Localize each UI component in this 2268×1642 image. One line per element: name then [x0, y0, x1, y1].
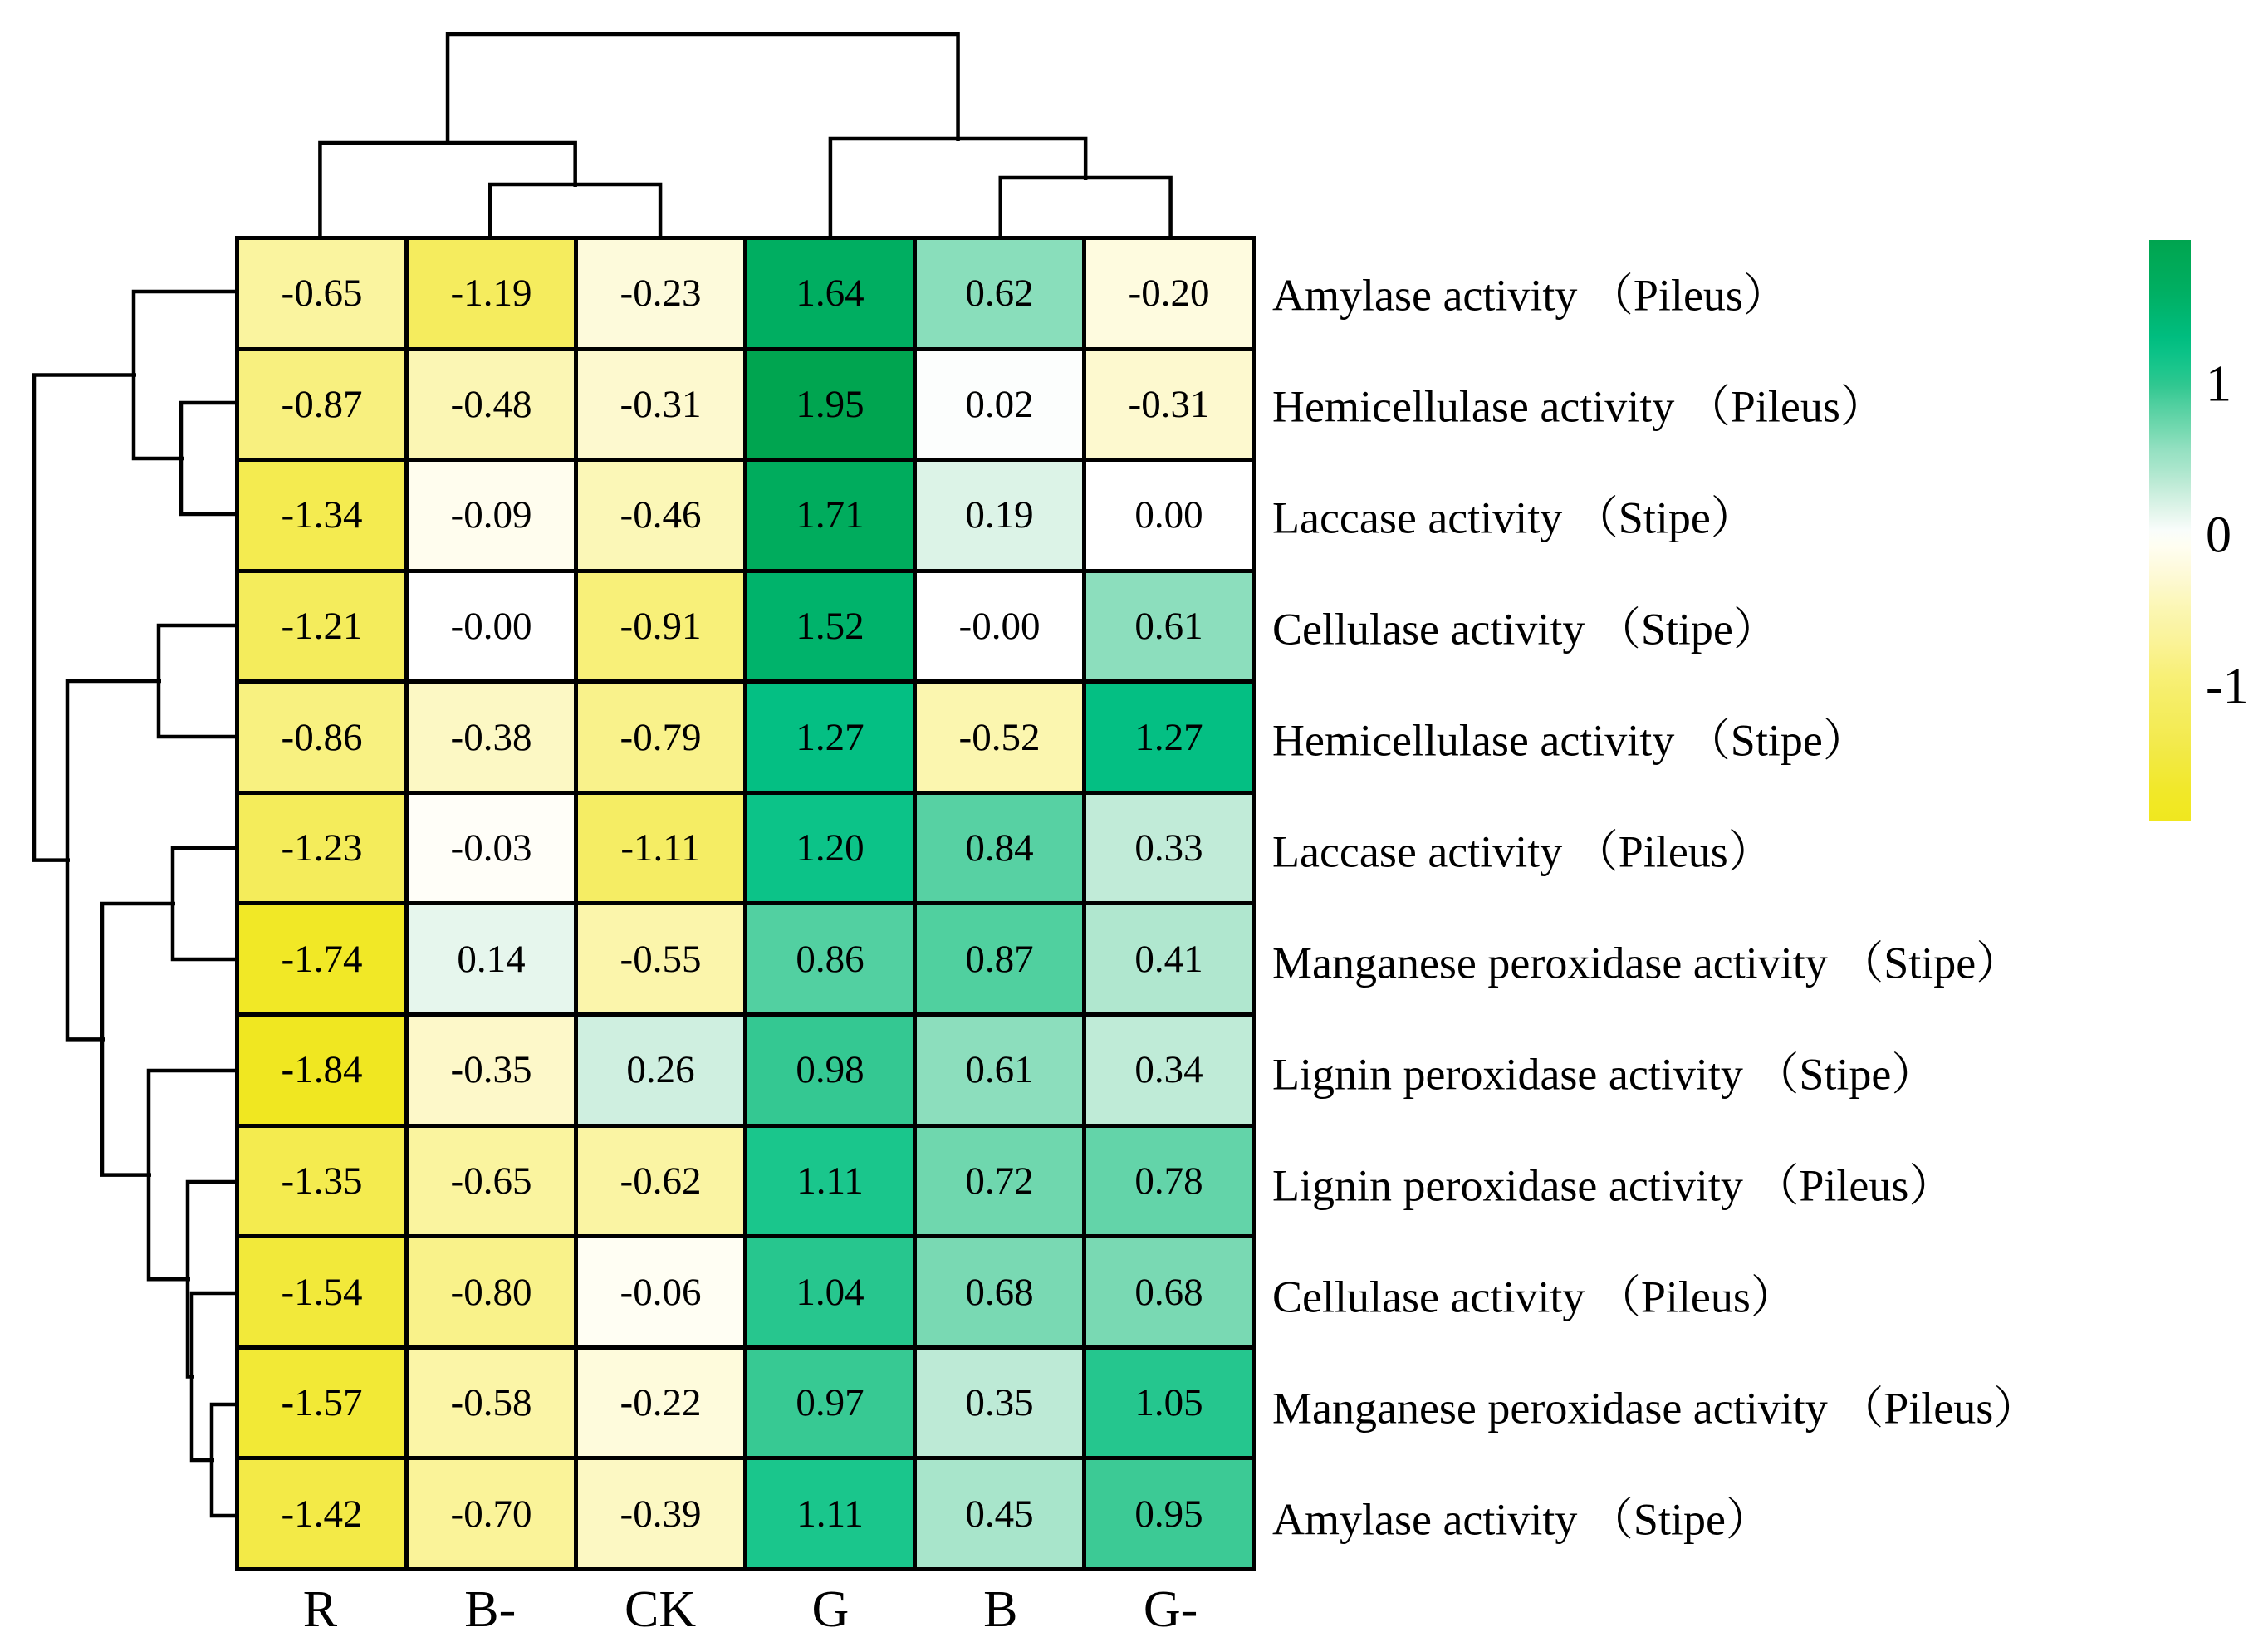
heatmap-cell: -1.35: [239, 1128, 404, 1235]
heatmap-cell: -0.23: [578, 240, 743, 347]
row-label: Laccase activity （Pileus）: [1272, 826, 1773, 877]
heatmap-cell: -1.54: [239, 1238, 404, 1345]
heatmap-cell: 0.87: [917, 905, 1082, 1012]
colorbar-tick-label: 0: [2206, 507, 2231, 564]
column-dendrogram: [320, 34, 1170, 238]
column-label: G-: [1143, 1581, 1198, 1638]
heatmap-cell: -1.21: [239, 573, 404, 680]
row-label: Lignin peroxidase activity （Pileus）: [1272, 1160, 1954, 1211]
heatmap-cell: -0.35: [409, 1017, 574, 1124]
heatmap-cell: -0.03: [409, 795, 574, 902]
heatmap-cell: -0.20: [1086, 240, 1252, 347]
heatmap-cell: 0.19: [917, 462, 1082, 569]
row-label: Manganese peroxidase activity （Pileus）: [1272, 1383, 2039, 1434]
heatmap-cell: 1.11: [747, 1460, 913, 1567]
heatmap-cell: -0.31: [578, 351, 743, 458]
heatmap-cell: -0.55: [578, 905, 743, 1012]
heatmap-cell: 1.05: [1086, 1350, 1252, 1457]
heatmap-cell: -0.22: [578, 1350, 743, 1457]
colorbar-tick-label: -1: [2206, 658, 2249, 715]
heatmap-cell: 1.71: [747, 462, 913, 569]
heatmap-cell: 1.27: [1086, 684, 1252, 791]
heatmap-cell: -1.11: [578, 795, 743, 902]
column-label: R: [302, 1581, 338, 1638]
column-label: G: [811, 1581, 850, 1638]
heatmap-cell: 0.26: [578, 1017, 743, 1124]
heatmap-cell: 0.00: [1086, 462, 1252, 569]
heatmap-cell: -0.86: [239, 684, 404, 791]
heatmap-cell: 0.41: [1086, 905, 1252, 1012]
heatmap-cell: -1.42: [239, 1460, 404, 1567]
heatmap-cell: 0.33: [1086, 795, 1252, 902]
heatmap-cell: -0.06: [578, 1238, 743, 1345]
heatmap-cell: 1.27: [747, 684, 913, 791]
heatmap-cell: -1.23: [239, 795, 404, 902]
column-label: B: [983, 1581, 1018, 1638]
row-label: Amylase activity （Pileus）: [1272, 270, 1788, 321]
heatmap-cell: 0.14: [409, 905, 574, 1012]
heatmap-cell: -0.91: [578, 573, 743, 680]
heatmap-cell: 0.68: [917, 1238, 1082, 1345]
heatmap-cell: -0.00: [917, 573, 1082, 680]
heatmap-cell: -1.74: [239, 905, 404, 1012]
heatmap-cell: -1.57: [239, 1350, 404, 1457]
heatmap-cell: -0.09: [409, 462, 574, 569]
heatmap-cell: 0.02: [917, 351, 1082, 458]
heatmap-cell: 1.04: [747, 1238, 913, 1345]
heatmap-cell: -0.79: [578, 684, 743, 791]
heatmap-cell: -0.48: [409, 351, 574, 458]
heatmap-cell: -0.65: [409, 1128, 574, 1235]
heatmap-cell: -0.38: [409, 684, 574, 791]
heatmap-cell: -0.70: [409, 1460, 574, 1567]
heatmap-cell: -0.00: [409, 573, 574, 680]
row-label: Hemicellulase activity （Pileus）: [1272, 381, 1885, 432]
heatmap-cell: -0.31: [1086, 351, 1252, 458]
heatmap-cell: -0.58: [409, 1350, 574, 1457]
heatmap-cell: 1.64: [747, 240, 913, 347]
column-label: B-: [464, 1581, 517, 1638]
colorbar-tick-label: 1: [2206, 355, 2231, 413]
heatmap-cell: -0.52: [917, 684, 1082, 791]
heatmap-cell: 0.72: [917, 1128, 1082, 1235]
heatmap-cell: 1.52: [747, 573, 913, 680]
heatmap-cell: 1.11: [747, 1128, 913, 1235]
heatmap-cell: 0.78: [1086, 1128, 1252, 1235]
heatmap-cell: 0.86: [747, 905, 913, 1012]
heatmap-cell: 0.68: [1086, 1238, 1252, 1345]
heatmap-cell: -0.80: [409, 1238, 574, 1345]
heatmap-cell: 0.61: [917, 1017, 1082, 1124]
heatmap-cell: 0.45: [917, 1460, 1082, 1567]
heatmap-cell: -0.62: [578, 1128, 743, 1235]
heatmap-cell: -0.65: [239, 240, 404, 347]
heatmap-grid: [235, 236, 1256, 1571]
heatmap-cell: 0.34: [1086, 1017, 1252, 1124]
heatmap-cell: -1.84: [239, 1017, 404, 1124]
row-label: Cellulase activity （Stipe）: [1272, 604, 1778, 654]
heatmap-cell: 0.62: [917, 240, 1082, 347]
heatmap-cell: 0.61: [1086, 573, 1252, 680]
row-label: Cellulase activity （Pileus）: [1272, 1272, 1795, 1322]
row-dendrogram: [34, 292, 238, 1516]
heatmap-cell: -1.34: [239, 462, 404, 569]
row-label: Manganese peroxidase activity （Stipe）: [1272, 938, 2021, 988]
row-label: Hemicellulase activity （Stipe）: [1272, 715, 1868, 766]
heatmap-cell: -0.46: [578, 462, 743, 569]
heatmap-cell: 1.20: [747, 795, 913, 902]
heatmap-cell: 0.95: [1086, 1460, 1252, 1567]
colorbar-gradient: [2149, 240, 2191, 821]
row-label: Laccase activity （Stipe）: [1272, 493, 1756, 543]
heatmap-cell: 0.97: [747, 1350, 913, 1457]
heatmap-cell: -0.87: [239, 351, 404, 458]
column-label: CK: [625, 1581, 697, 1638]
row-label: Amylase activity （Stipe）: [1272, 1494, 1771, 1545]
heatmap-cell: 0.35: [917, 1350, 1082, 1457]
heatmap-cell: 0.98: [747, 1017, 913, 1124]
heatmap-cell: 0.84: [917, 795, 1082, 902]
heatmap-cell: -1.19: [409, 240, 574, 347]
row-label: Lignin peroxidase activity （Stipe）: [1272, 1049, 1937, 1100]
heatmap-cell: -0.39: [578, 1460, 743, 1567]
heatmap-cell: 1.95: [747, 351, 913, 458]
